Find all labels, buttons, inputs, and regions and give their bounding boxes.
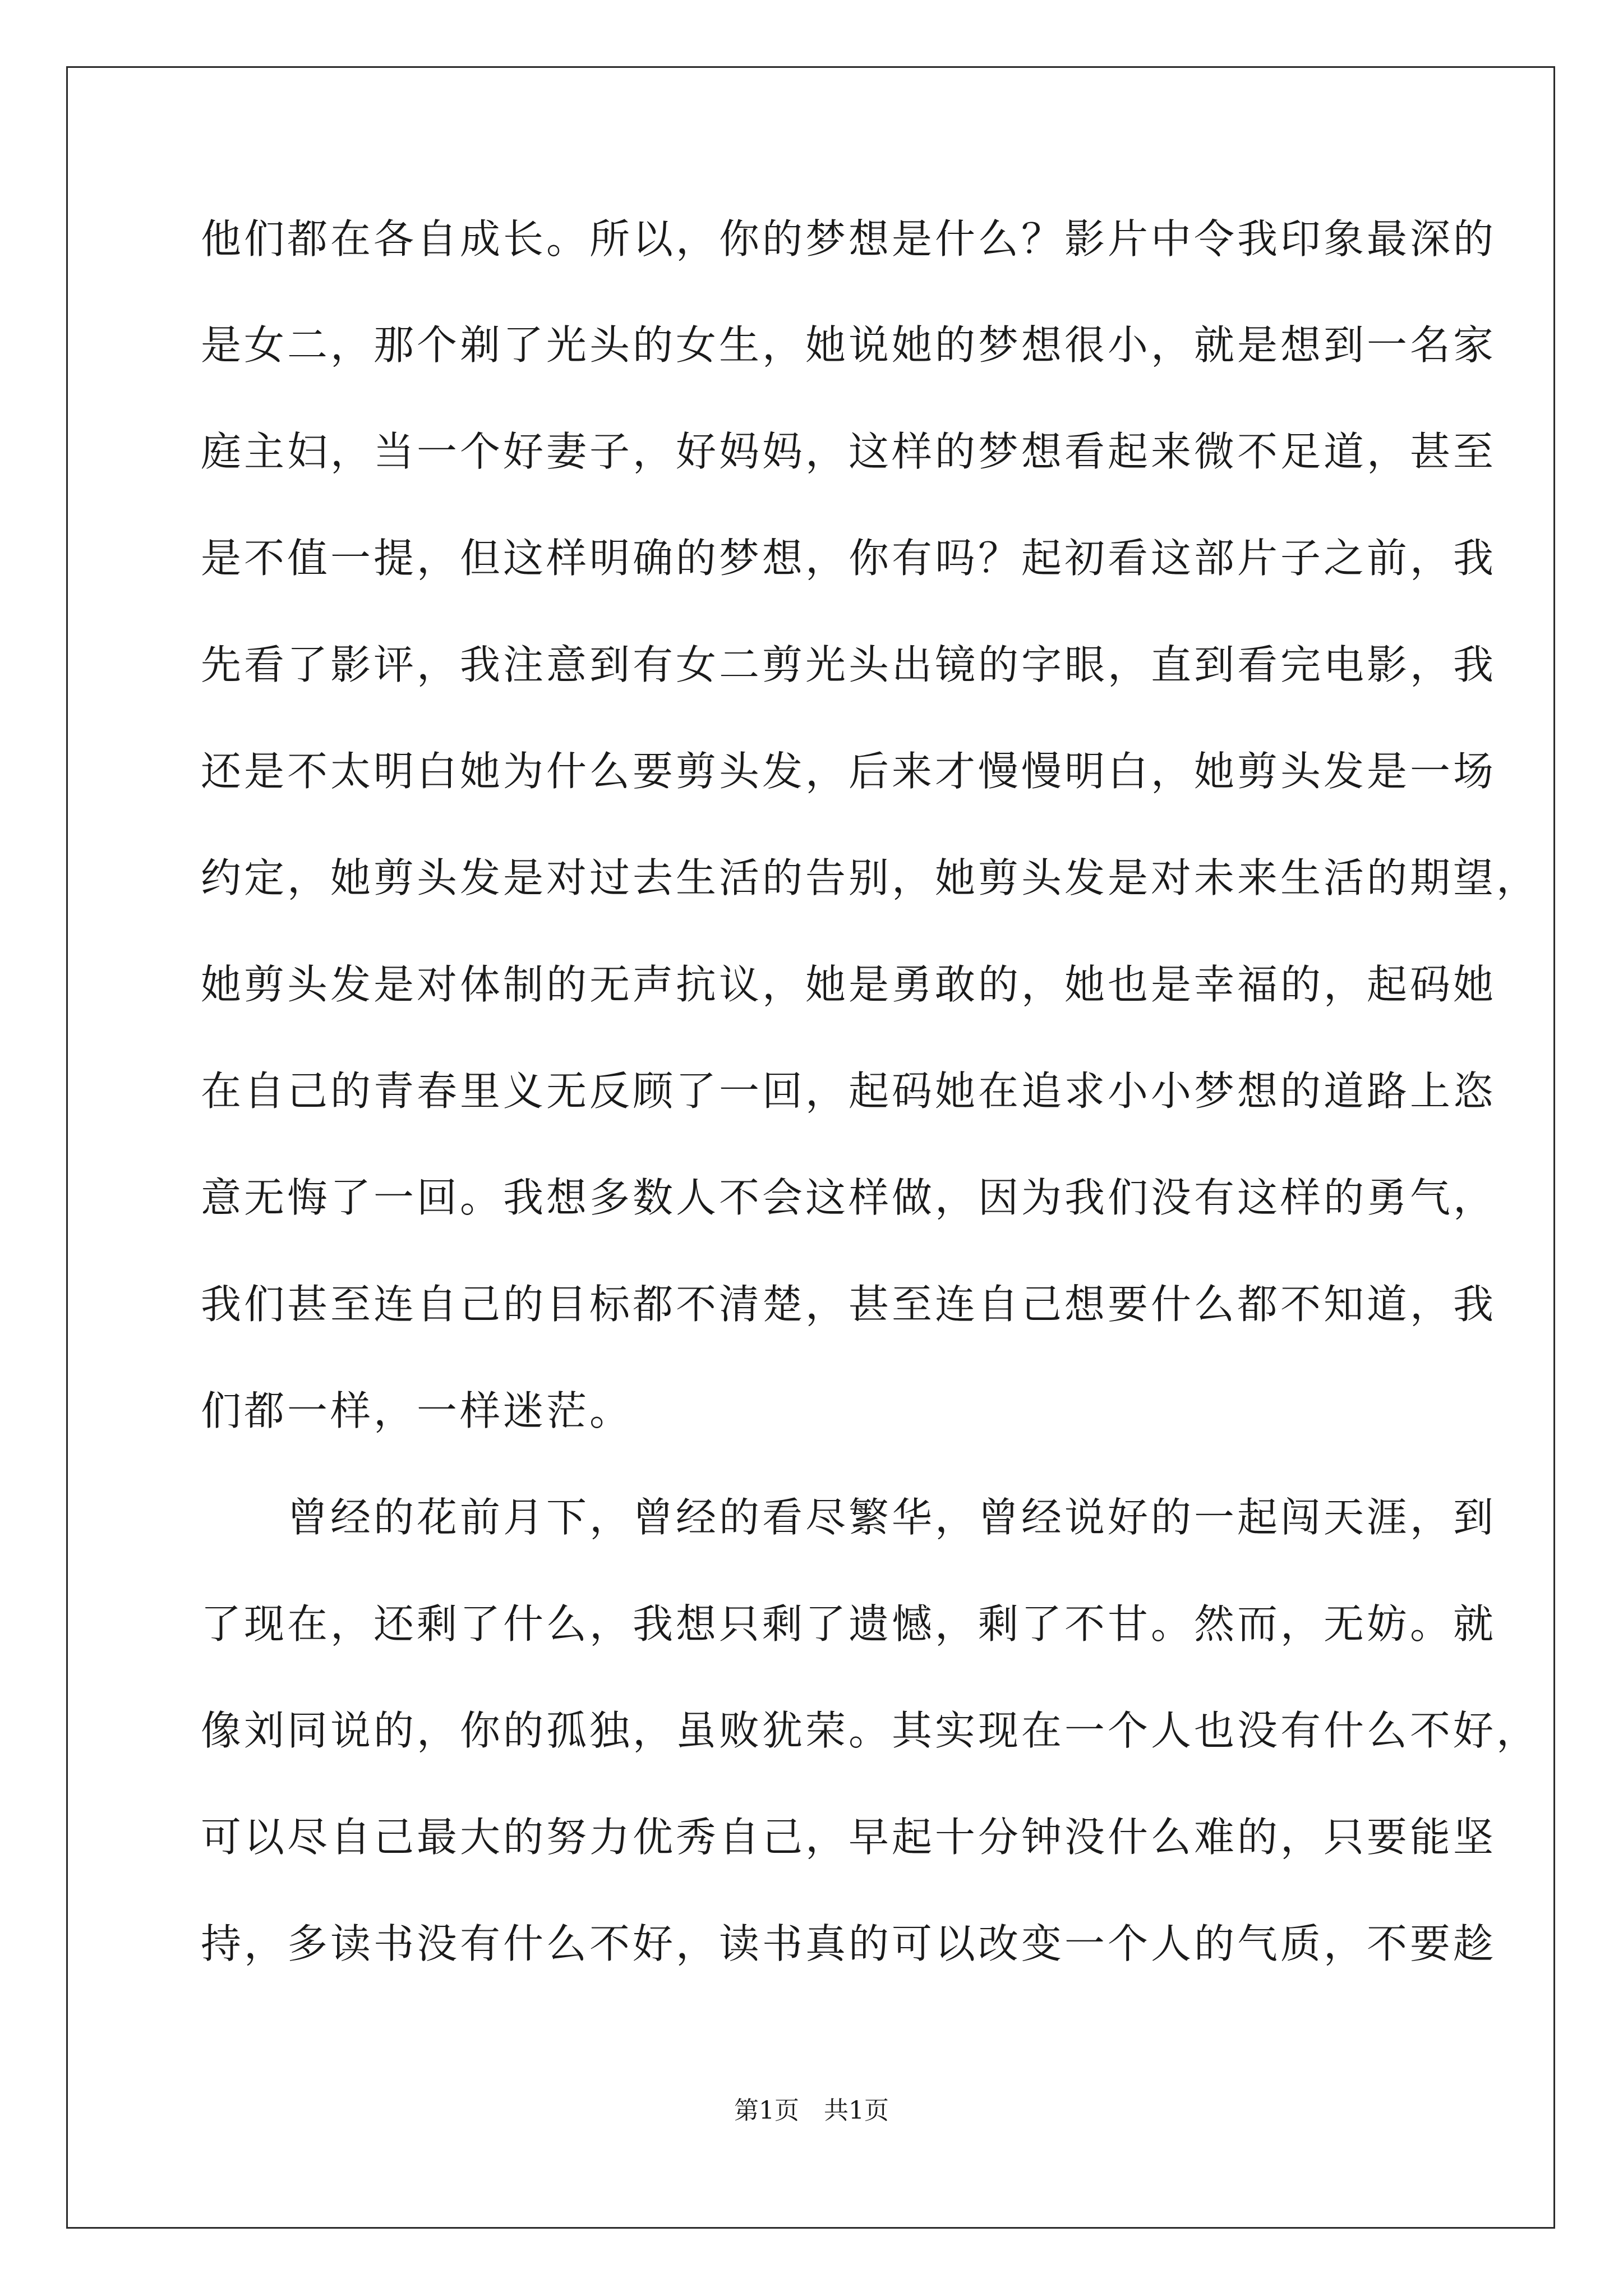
text-line-15: 像刘同说的，你的孤独，虽败犹荣。其实现在一个人也没有什么不好， bbox=[201, 1707, 1540, 1754]
text-line-5: 先看了影评，我注意到有女二剪光头出镜的字眼，直到看完电影，我 bbox=[201, 641, 1497, 688]
page-footer: 第1页 共1页 bbox=[734, 2096, 889, 2125]
text-line-11: 我们甚至连自己的目标都不清楚，甚至连自己想要什么都不知道，我 bbox=[201, 1281, 1497, 1328]
text-line-10: 意无悔了一回。我想多数人不会这样做，因为我们没有这样的勇气， bbox=[201, 1174, 1497, 1221]
text-line-14: 了现在，还剩了什么，我想只剩了遗憾，剩了不甘。然而，无妨。就 bbox=[201, 1600, 1497, 1648]
text-line-17: 持，多读书没有什么不好，读书真的可以改变一个人的气质，不要趁 bbox=[201, 1920, 1497, 1967]
text-line-9: 在自己的青春里义无反顾了一回，起码她在追求小小梦想的道路上恣 bbox=[201, 1068, 1497, 1115]
text-line-6: 还是不太明白她为什么要剪头发，后来才慢慢明白，她剪头发是一场 bbox=[201, 748, 1497, 795]
text-line-4: 是不值一提，但这样明确的梦想，你有吗？起初看这部片子之前，我 bbox=[201, 535, 1497, 582]
text-line-1: 他们都在各自成长。所以，你的梦想是什么？影片中令我印象最深的 bbox=[201, 215, 1497, 263]
page-border bbox=[66, 66, 1555, 2229]
text-line-12: 们都一样，一样迷茫。 bbox=[201, 1387, 633, 1434]
text-line-2: 是女二，那个剃了光头的女生，她说她的梦想很小，就是想到一名家 bbox=[201, 321, 1497, 369]
text-line-8: 她剪头发是对体制的无声抗议，她是勇敢的，她也是幸福的，起码她 bbox=[201, 961, 1497, 1008]
text-line-3: 庭主妇，当一个好妻子，好妈妈，这样的梦想看起来微不足道，甚至 bbox=[201, 428, 1497, 475]
text-line-16: 可以尽自己最大的努力优秀自己，早起十分钟没什么难的，只要能坚 bbox=[201, 1814, 1497, 1861]
text-line-13: 曾经的花前月下，曾经的看尽繁华，曾经说好的一起闯天涯，到 bbox=[201, 1494, 1497, 1541]
text-line-7: 约定，她剪头发是对过去生活的告别，她剪头发是对未来生活的期望， bbox=[201, 854, 1540, 901]
